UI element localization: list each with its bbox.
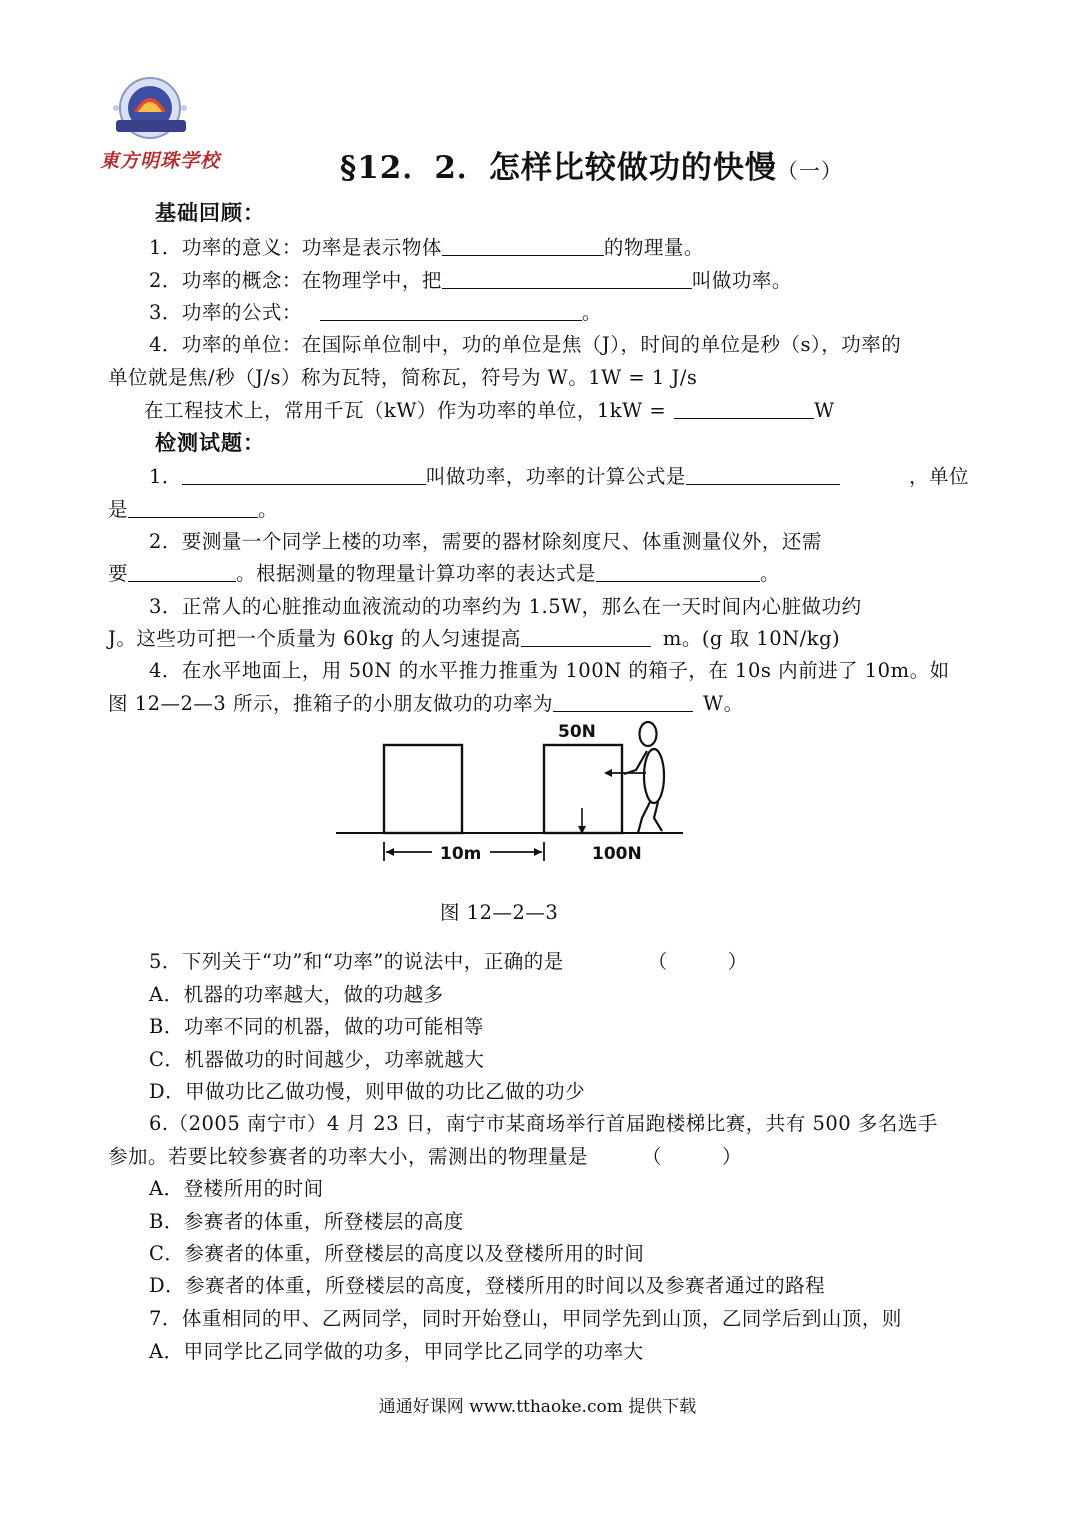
school-logo [108,76,198,146]
title-main: §12．2．怎样比较做功的快慢 [340,150,777,186]
school-name: 東方明珠学校 [100,150,221,172]
review-q4-line1: 4．功率的单位：在国际单位制中，功的单位是焦（J），时间的单位是秒（s），功率的 [149,333,902,356]
page-title [340,142,843,187]
test-t6-line2: 参加。若要比较参赛者的功率大小，需测出的物理量是 （ ） [108,1145,743,1168]
title-sub: （一） [776,159,843,183]
test-t3-line2: J。这些功可把一个质量为 60kg 的人匀速提高 m。(g 取 10N/kg) [108,627,841,650]
person-figure [624,722,664,833]
answer-blank[interactable] [686,466,840,485]
t5-option-d: D．甲做功比乙做功慢，则甲做的功比乙做的功少 [149,1080,586,1103]
review-q1: 1．功率的意义：功率是表示物体 的物理量。 [149,236,704,259]
answer-blank[interactable] [553,693,693,712]
test-t1-line1: 1． 叫做功率，功率的计算公式是 ，单位 [149,465,969,488]
test-t4-line2: 图 12—2—3 所示，推箱子的小朋友做功的功率为 W。 [108,692,744,715]
t5-option-a: A．机器的功率越大，做的功越多 [149,983,444,1006]
test-t3-line1: 3．正常人的心脏推动血液流动的功率约为 1.5W，那么在一天时间内心脏做功约 [149,595,862,618]
answer-blank[interactable] [128,499,258,518]
review-q2: 2．功率的概念：在物理学中，把 叫做功率。 [149,269,792,292]
box-end-position [544,745,622,833]
t7-option-a: A．甲同学比乙同学做的功多，甲同学比乙同学的功率大 [149,1340,644,1363]
t5-option-c: C．机器做功的时间越少，功率就越大 [149,1048,485,1071]
test-t6-line1: 6.（2005 南宁市）4 月 23 日，南宁市某商场举行首届跑楼梯比赛，共有 500 多名选手 [149,1112,938,1135]
review-q4-line3: 在工程技术上，常用千瓦（kW）作为功率的单位，1kW = W [144,399,835,422]
answer-blank[interactable] [442,237,604,256]
t6-option-d: D．参赛者的体重，所登楼层的高度，登楼所用的时间以及参赛者通过的路程 [149,1274,826,1297]
force-arrowhead [604,769,612,777]
school-emblem-icon [108,76,198,146]
test-t4-line1: 4．在水平地面上，用 50N 的水平推力推重为 100N 的箱子，在 10s 内前进了 10m。如 [149,659,950,682]
t5-option-b: B．功率不同的机器，做的功可能相等 [149,1015,484,1038]
review-heading: 基础回顾： [155,200,265,225]
review-q4-line2: 单位就是焦/秒（J/s）称为瓦特，简称瓦，符号为 W。1W = 1 J/s [108,366,698,389]
answer-blank[interactable] [521,628,651,647]
figure-caption: 图 12—2—3 [440,901,559,924]
footer-source: 通通好课网 www.tthaoke.com 提供下载 [378,1397,697,1417]
test-t1-line2: 是 。 [108,498,279,521]
t6-option-c: C．参赛者的体重，所登楼层的高度以及登楼所用的时间 [149,1242,645,1265]
test-t5-stem: 5．下列关于“功”和“功率”的说法中，正确的是 （ ） [149,950,748,973]
figure-push-box [336,718,686,868]
test-t2-line1: 2．要测量一个同学上楼的功率，需要的器材除刻度尺、体重测量仪外，还需 [149,530,822,553]
t6-option-a: A．登楼所用的时间 [149,1177,324,1200]
test-t2-line2: 要 。根据测量的物理量计算功率的表达式是 。 [108,562,781,585]
answer-blank[interactable] [320,302,582,321]
answer-blank[interactable] [442,270,692,289]
review-q3: 3．功率的公式： 。 [149,301,602,324]
answer-blank[interactable] [674,400,814,419]
answer-blank[interactable] [182,466,426,485]
test-t7-line1: 7．体重相同的甲、乙两同学，同时开始登山，甲同学先到山顶，乙同学后到山顶，则 [149,1307,902,1330]
t6-option-b: B．参赛者的体重，所登楼层的高度 [149,1210,464,1233]
force-label: 50N [558,722,596,742]
answer-paren[interactable]: （ ） [647,950,748,973]
test-heading: 检测试题： [155,430,265,455]
answer-blank[interactable] [596,563,760,582]
answer-blank[interactable] [128,563,236,582]
box-start-position [384,745,462,833]
answer-paren[interactable]: （ ） [642,1145,743,1168]
distance-label: 10m [440,844,482,864]
weight-label: 100N [592,844,642,864]
